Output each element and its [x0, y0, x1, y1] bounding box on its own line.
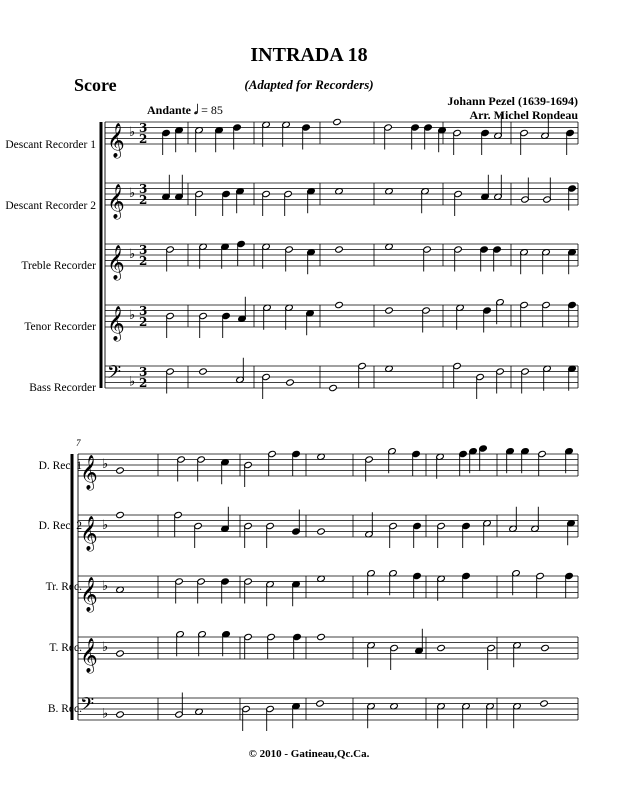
time-signature: 2	[139, 376, 148, 390]
instrument-label: Descant Recorder 2	[5, 200, 96, 212]
time-signature: 3	[139, 121, 148, 135]
flat-icon: ♭	[129, 308, 136, 323]
time-signature: 2	[139, 193, 148, 207]
treble-clef-icon: 𝄞	[107, 123, 125, 158]
time-signature: 3	[139, 182, 148, 196]
notehead	[335, 301, 344, 308]
time-signature: 3	[139, 243, 148, 257]
notehead	[317, 528, 326, 535]
notehead	[335, 246, 344, 253]
flat-icon: ♭	[129, 186, 136, 201]
score-title: INTRADA 18	[250, 44, 368, 66]
treble-clef-icon: 𝄞	[80, 577, 98, 612]
time-signature: 2	[139, 132, 148, 146]
instrument-label: Tr. Rec.	[45, 581, 82, 593]
time-signature: 2	[139, 315, 148, 329]
tempo-value: = 85	[201, 103, 223, 117]
instrument-label: B. Rec.	[47, 703, 82, 715]
composer-credit: Johann Pezel (1639-1694)	[447, 94, 578, 108]
flat-icon: ♭	[129, 374, 136, 390]
notehead	[317, 633, 326, 640]
flat-icon: ♭	[102, 518, 109, 533]
instrument-label: D. Rec. 2	[38, 520, 82, 532]
notehead	[316, 700, 325, 707]
flat-icon: ♭	[102, 640, 109, 655]
flat-icon: ♭	[102, 457, 109, 472]
treble-clef-icon: 𝄞	[80, 516, 98, 551]
flat-icon: ♭	[129, 125, 136, 140]
flat-icon: ♭	[102, 579, 109, 594]
time-signature: 3	[139, 304, 148, 318]
notehead	[286, 379, 295, 386]
notehead	[329, 384, 338, 391]
instrument-label: Descant Recorder 1	[5, 139, 96, 151]
flat-icon: ♭	[102, 706, 109, 722]
instrument-label: D. Rec. 1	[38, 460, 82, 472]
bass-clef-icon: 𝄢	[107, 362, 122, 388]
treble-clef-icon: 𝄞	[107, 245, 125, 280]
treble-clef-icon: 𝄞	[107, 306, 125, 341]
instrument-label: T. Rec.	[49, 642, 82, 654]
notehead	[385, 307, 394, 314]
notehead	[540, 700, 549, 707]
notehead	[116, 711, 125, 718]
score-subtitle: (Adapted for Recorders)	[244, 77, 374, 92]
flat-icon: ♭	[129, 247, 136, 262]
instrument-label: Treble Recorder	[21, 260, 96, 272]
time-signature: 2	[139, 254, 148, 268]
treble-clef-icon: 𝄞	[80, 455, 98, 490]
score-label: Score	[74, 75, 117, 95]
notehead	[116, 511, 125, 518]
notehead	[116, 467, 125, 474]
treble-clef-icon: 𝄞	[80, 638, 98, 673]
half-note-icon: 𝅗𝅥	[194, 102, 199, 117]
copyright-footer: © 2010 - Gatineau,Qc.Ca.	[248, 748, 370, 760]
notehead	[199, 368, 208, 375]
bass-clef-icon: 𝄢	[80, 694, 95, 720]
instrument-label: Tenor Recorder	[24, 321, 96, 333]
arranger-credit: Arr. Michel Rondeau	[469, 108, 578, 122]
tempo-text: Andante	[147, 103, 192, 117]
treble-clef-icon: 𝄞	[107, 184, 125, 219]
notehead	[541, 644, 550, 651]
measure-number: 7	[76, 438, 81, 448]
instrument-label: Bass Recorder	[29, 382, 96, 394]
notehead	[333, 118, 342, 125]
notehead	[116, 650, 125, 657]
notehead	[437, 644, 446, 651]
time-signature: 3	[139, 365, 148, 379]
